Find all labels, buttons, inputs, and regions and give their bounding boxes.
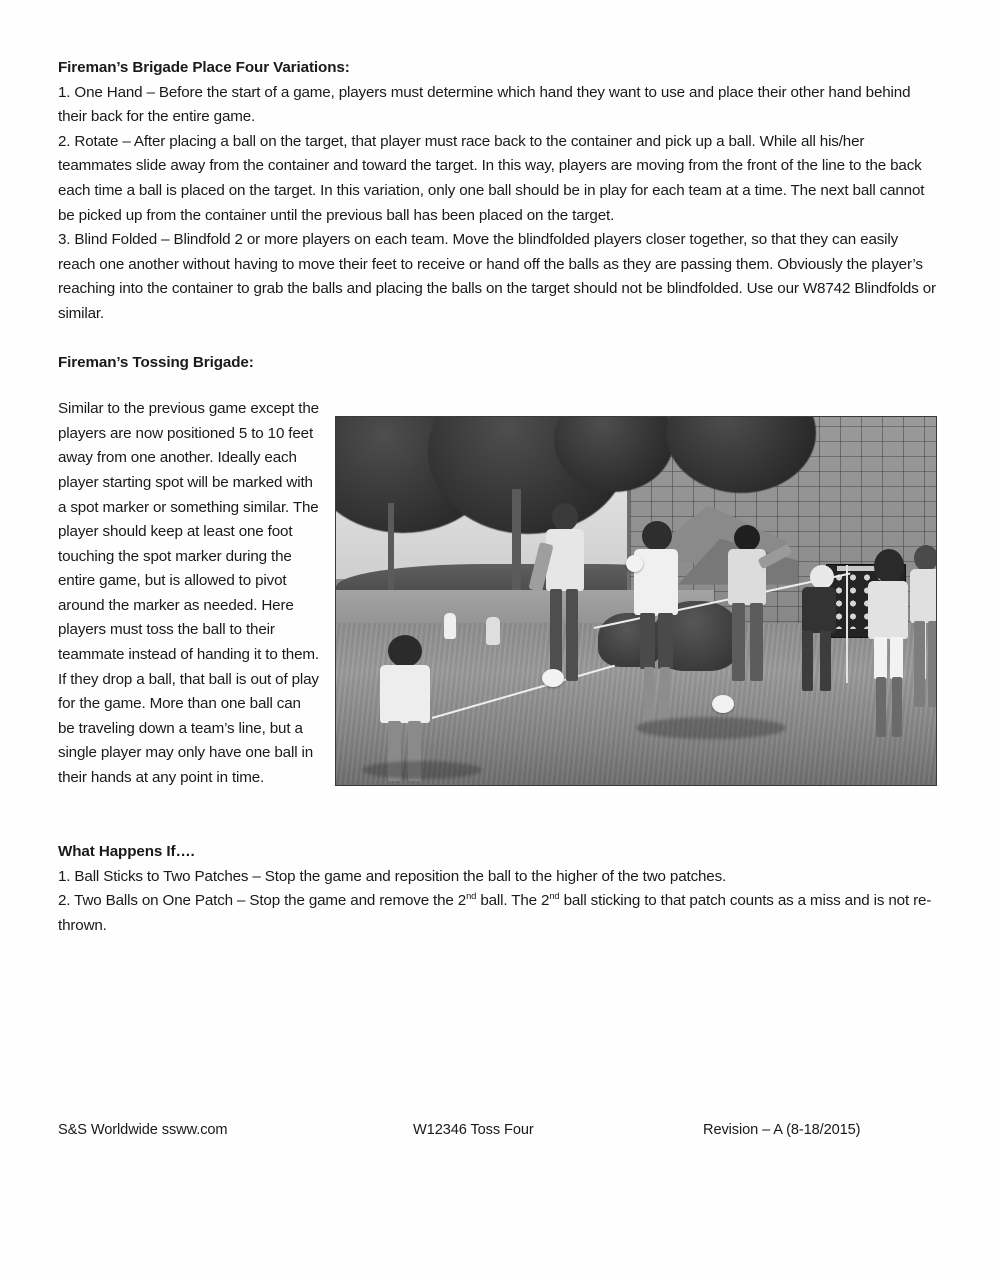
photo-child-leg <box>876 677 886 737</box>
photo-child <box>788 565 850 707</box>
photo-child-torso <box>910 569 937 623</box>
photo-child-leg <box>892 677 902 737</box>
photo-child-leg <box>660 667 670 721</box>
variation-item-one-hand: 1. One Hand – Before the start of a game, players must determine which hand they want to use and place their other hand behind their back for the entire game. <box>58 83 911 126</box>
photo-distant-figure-body <box>444 613 456 639</box>
photo-child-leg <box>658 613 673 669</box>
photo-child <box>718 525 776 705</box>
page-footer <box>58 1120 937 1140</box>
section-spacer <box>58 327 937 351</box>
photo-ball-on-grass <box>712 695 734 713</box>
tossing-brigade-block <box>58 397 937 792</box>
variations-heading: Fireman’s Brigade Place Four Variations: <box>58 59 350 76</box>
gameplay-photo <box>335 416 937 786</box>
variation-item-blind-folded: 3. Blind Folded – Blindfold 2 or more players on each team. Move the blindfolded players closer together, so that they can easily reach one another without having to move their feet to receive or hand off the balls as they are passing them. Obviously the player’s reaching into the container to grab the balls and placing the balls on the target should not be blindfolded. Use our W8742 Blindfolds or similar. <box>58 231 936 322</box>
photo-distant-figure-body <box>486 617 500 645</box>
photo-child <box>532 503 596 703</box>
tossing-brigade-heading: Fireman’s Tossing Brigade: <box>58 353 254 371</box>
photo-child-leg <box>550 589 562 681</box>
photo-child-leg <box>874 637 887 679</box>
heading-spacer <box>58 375 937 397</box>
photo-child-torso <box>380 665 430 723</box>
photo-child <box>620 521 690 733</box>
photo-child-head <box>810 565 834 589</box>
ordinal-suffix-nd: nd <box>466 890 477 902</box>
photo-child-head <box>388 635 422 667</box>
photo-ground-shadow <box>362 761 482 779</box>
what-happens-heading: What Happens If…. <box>58 843 195 861</box>
photo-child-leg <box>644 667 654 721</box>
footer-company: S&S Worldwide ssww.com <box>58 1122 228 1138</box>
what-happens-item-1: 1. Ball Sticks to Two Patches – Stop the game and reposition the ball to the higher of the two patches. <box>58 867 727 885</box>
what-happens-item-2-text-c: ball sticking to that patch counts as a miss and is not re-thrown. <box>58 892 932 934</box>
what-happens-item-2-text-a: 2. Two Balls on One Patch – Stop the game and remove the 2 <box>58 892 467 910</box>
document-body <box>58 56 937 939</box>
what-happens-item-2 <box>58 889 937 938</box>
footer-product-code: W12346 Toss Four <box>413 1122 534 1138</box>
photo-child-leg <box>914 621 925 707</box>
photo-child-head <box>734 525 760 551</box>
photo-child-head <box>642 521 672 551</box>
photo-distant-figure <box>486 617 502 649</box>
photo-child-leg <box>820 631 831 691</box>
photo-child-head <box>874 549 904 583</box>
photo-child-leg <box>802 631 813 691</box>
photo-child <box>902 545 937 731</box>
photo-child-torso <box>802 587 836 633</box>
photo-child-leg <box>750 603 763 681</box>
photo-child-leg <box>732 603 745 681</box>
photo-child-head <box>552 503 578 531</box>
photo-child-leg <box>566 589 578 681</box>
photo-distant-figure <box>444 613 458 643</box>
section-spacer <box>58 792 937 816</box>
photo-held-ball <box>626 555 643 572</box>
what-happens-item-2-text-b: ball. The 2 <box>476 892 550 910</box>
photo-ground-shadow <box>636 717 786 739</box>
photo-child-leg <box>928 621 937 707</box>
photo-child-torso <box>546 529 584 591</box>
photo-child-leg <box>640 613 655 669</box>
photo-child-head <box>914 545 937 571</box>
section-spacer <box>58 816 937 840</box>
photo-ball-on-grass <box>542 669 564 687</box>
ordinal-suffix-nd: nd <box>549 890 560 902</box>
footer-revision: Revision – A (8-18/2015) <box>703 1122 861 1138</box>
variation-item-rotate: 2. Rotate – After placing a ball on the target, that player must race back to the container and pick up a ball. While all his/her teammates slide away from the container and toward the target. In this way, players are moving from the front of the line to the back each time a ball is placed on the target. In this variation, only one ball should be in play for each team at a time. The next ball cannot be picked up from the container until the previous ball has been placed on the target. <box>58 132 925 224</box>
tossing-brigade-body: Similar to the previous game except the players are now positioned 5 to 10 feet away from one another. Ideally each player starting spot will be marked with a spot marker or something similar. The player should keep at least one foot touching the spot marker during the entire game, but is allowed to pivot around the marker as needed. Here players must toss the ball to their teammate instead of handing it to them. If they drop a ball, that ball is out of play for the game. More than one ball can be traveling down a team’s line, but a single player may only have one ball in their hands at any point in time. <box>58 400 319 787</box>
